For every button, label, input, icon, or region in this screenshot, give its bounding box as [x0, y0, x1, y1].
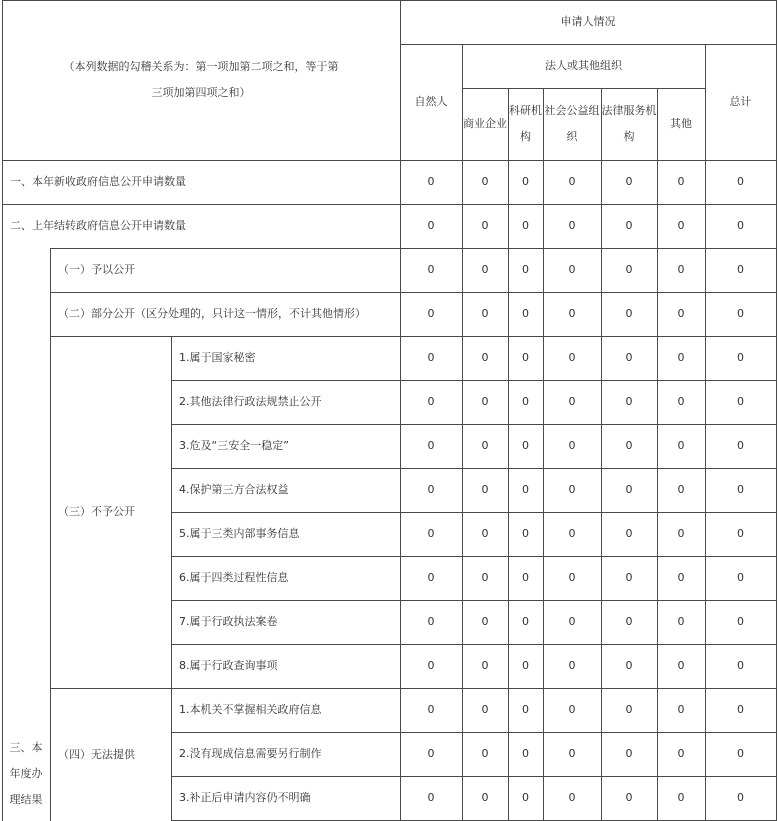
value-cell: 0 [522, 175, 529, 188]
value-cell: 0 [677, 659, 685, 672]
value-cell: 0 [522, 307, 529, 320]
total-header: 总计 [729, 95, 752, 108]
value-cell: 0 [427, 307, 435, 320]
row-label: （二）部分公开（区分处理的，只计这一情形，不计其他情形） [58, 307, 366, 320]
applicant-group-header: 申请人情况 [560, 15, 616, 28]
value-cell: 0 [625, 263, 633, 276]
value-cell: 0 [625, 527, 633, 540]
section-3-label: 三、本年度办理结果 [9, 741, 43, 806]
value-cell: 0 [737, 615, 744, 628]
subcolumn-header: 其他 [670, 117, 692, 130]
value-cell: 0 [625, 747, 633, 760]
value-cell: 0 [568, 219, 576, 232]
value-cell: 0 [737, 175, 744, 188]
value-cell: 0 [481, 615, 489, 628]
value-cell: 0 [481, 395, 489, 408]
row-label: 1.属于国家秘密 [179, 351, 256, 364]
value-cell: 0 [522, 571, 529, 584]
subcolumn-header: 法律服务机构 [601, 104, 657, 143]
row-label: 4.保护第三方合法权益 [179, 483, 289, 496]
value-cell: 0 [677, 483, 685, 496]
value-cell: 0 [522, 527, 529, 540]
value-cell: 0 [481, 219, 489, 232]
row-label: 2.其他法律行政法规禁止公开 [179, 395, 322, 408]
value-cell: 0 [677, 703, 685, 716]
value-cell: 0 [625, 615, 633, 628]
value-cell: 0 [677, 615, 685, 628]
value-cell: 0 [427, 703, 435, 716]
row-label: 二、上年结转政府信息公开申请数量 [10, 219, 186, 232]
value-cell: 0 [481, 571, 489, 584]
subcolumn-header: 社会公益组织 [544, 104, 600, 143]
value-cell: 0 [522, 703, 529, 716]
value-cell: 0 [481, 439, 489, 452]
row-label: 7.属于行政执法案卷 [179, 615, 278, 628]
row-label: 5.属于三类内部事务信息 [179, 527, 300, 540]
value-cell: 0 [427, 219, 435, 232]
value-cell: 0 [481, 747, 489, 760]
value-cell: 0 [625, 791, 633, 804]
value-cell: 0 [481, 659, 489, 672]
value-cell: 0 [481, 527, 489, 540]
value-cell: 0 [568, 527, 576, 540]
row-label: 2.没有现成信息需要另行制作 [179, 747, 322, 760]
value-cell: 0 [427, 263, 435, 276]
value-cell: 0 [677, 747, 685, 760]
value-cell: 0 [427, 527, 435, 540]
value-cell: 0 [568, 483, 576, 496]
value-cell: 0 [568, 263, 576, 276]
value-cell: 0 [737, 791, 744, 804]
value-cell: 0 [677, 307, 685, 320]
value-cell: 0 [677, 439, 685, 452]
value-cell: 0 [481, 791, 489, 804]
value-cell: 0 [677, 791, 685, 804]
value-cell: 0 [427, 483, 435, 496]
value-cell: 0 [568, 351, 576, 364]
value-cell: 0 [677, 351, 685, 364]
value-cell: 0 [427, 439, 435, 452]
value-cell: 0 [737, 659, 744, 672]
value-cell: 0 [568, 307, 576, 320]
natural-person-header: 自然人 [414, 95, 448, 108]
value-cell: 0 [427, 571, 435, 584]
value-cell: 0 [568, 395, 576, 408]
value-cell: 0 [481, 263, 489, 276]
value-cell: 0 [427, 351, 435, 364]
value-cell: 0 [481, 351, 489, 364]
value-cell: 0 [677, 527, 685, 540]
legal-group-header: 法人或其他组织 [545, 59, 622, 72]
value-cell: 0 [568, 615, 576, 628]
row-label: 一、本年新收政府信息公开申请数量 [10, 175, 186, 188]
value-cell: 0 [522, 439, 529, 452]
value-cell: 0 [522, 791, 529, 804]
value-cell: 0 [737, 307, 744, 320]
value-cell: 0 [677, 175, 685, 188]
value-cell: 0 [427, 747, 435, 760]
row-label: 6.属于四类过程性信息 [179, 571, 289, 584]
not-public-group: （三）不予公开 [58, 505, 135, 518]
value-cell: 0 [568, 791, 576, 804]
value-cell: 0 [427, 175, 435, 188]
value-cell: 0 [625, 307, 633, 320]
value-cell: 0 [522, 263, 529, 276]
value-cell: 0 [522, 747, 529, 760]
value-cell: 0 [737, 395, 744, 408]
value-cell: 0 [737, 439, 744, 452]
value-cell: 0 [677, 219, 685, 232]
row-label: （一）予以公开 [58, 263, 135, 276]
value-cell: 0 [677, 571, 685, 584]
value-cell: 0 [522, 395, 529, 408]
row-label: 1.本机关不掌握相关政府信息 [179, 703, 322, 716]
value-cell: 0 [427, 659, 435, 672]
subcolumn-header: 科研机构 [509, 104, 542, 143]
value-cell: 0 [625, 219, 633, 232]
value-cell: 0 [677, 263, 685, 276]
value-cell: 0 [568, 571, 576, 584]
value-cell: 0 [481, 175, 489, 188]
value-cell: 0 [481, 307, 489, 320]
value-cell: 0 [522, 219, 529, 232]
value-cell: 0 [427, 791, 435, 804]
value-cell: 0 [522, 615, 529, 628]
value-cell: 0 [737, 483, 744, 496]
value-cell: 0 [737, 747, 744, 760]
value-cell: 0 [737, 571, 744, 584]
value-cell: 0 [427, 395, 435, 408]
value-cell: 0 [625, 703, 633, 716]
value-cell: 0 [625, 351, 633, 364]
grid-line [776, 0, 777, 821]
row-label: 3.危及“三安全一稳定” [179, 439, 289, 452]
value-cell: 0 [568, 175, 576, 188]
row-label: 3.补正后申请内容仍不明确 [179, 791, 311, 804]
value-cell: 0 [737, 263, 744, 276]
cannot-provide-group: （四）无法提供 [58, 747, 135, 761]
value-cell: 0 [568, 747, 576, 760]
value-cell: 0 [481, 703, 489, 716]
value-cell: 0 [625, 571, 633, 584]
value-cell: 0 [522, 659, 529, 672]
value-cell: 0 [737, 527, 744, 540]
value-cell: 0 [427, 615, 435, 628]
relation-note: （本列数据的勾稽关系为：第一项加第二项之和，等于第三项加第四项之和） [63, 60, 339, 99]
row-label: 8.属于行政查询事项 [179, 659, 278, 672]
value-cell: 0 [625, 395, 633, 408]
value-cell: 0 [737, 703, 744, 716]
value-cell: 0 [737, 351, 744, 364]
value-cell: 0 [522, 351, 529, 364]
subcolumn-header: 商业企业 [463, 117, 507, 130]
value-cell: 0 [568, 659, 576, 672]
value-cell: 0 [625, 483, 633, 496]
value-cell: 0 [625, 175, 633, 188]
value-cell: 0 [568, 703, 576, 716]
value-cell: 0 [677, 395, 685, 408]
value-cell: 0 [481, 483, 489, 496]
value-cell: 0 [625, 659, 633, 672]
value-cell: 0 [737, 219, 744, 232]
value-cell: 0 [522, 483, 529, 496]
value-cell: 0 [625, 439, 633, 452]
value-cell: 0 [568, 439, 576, 452]
